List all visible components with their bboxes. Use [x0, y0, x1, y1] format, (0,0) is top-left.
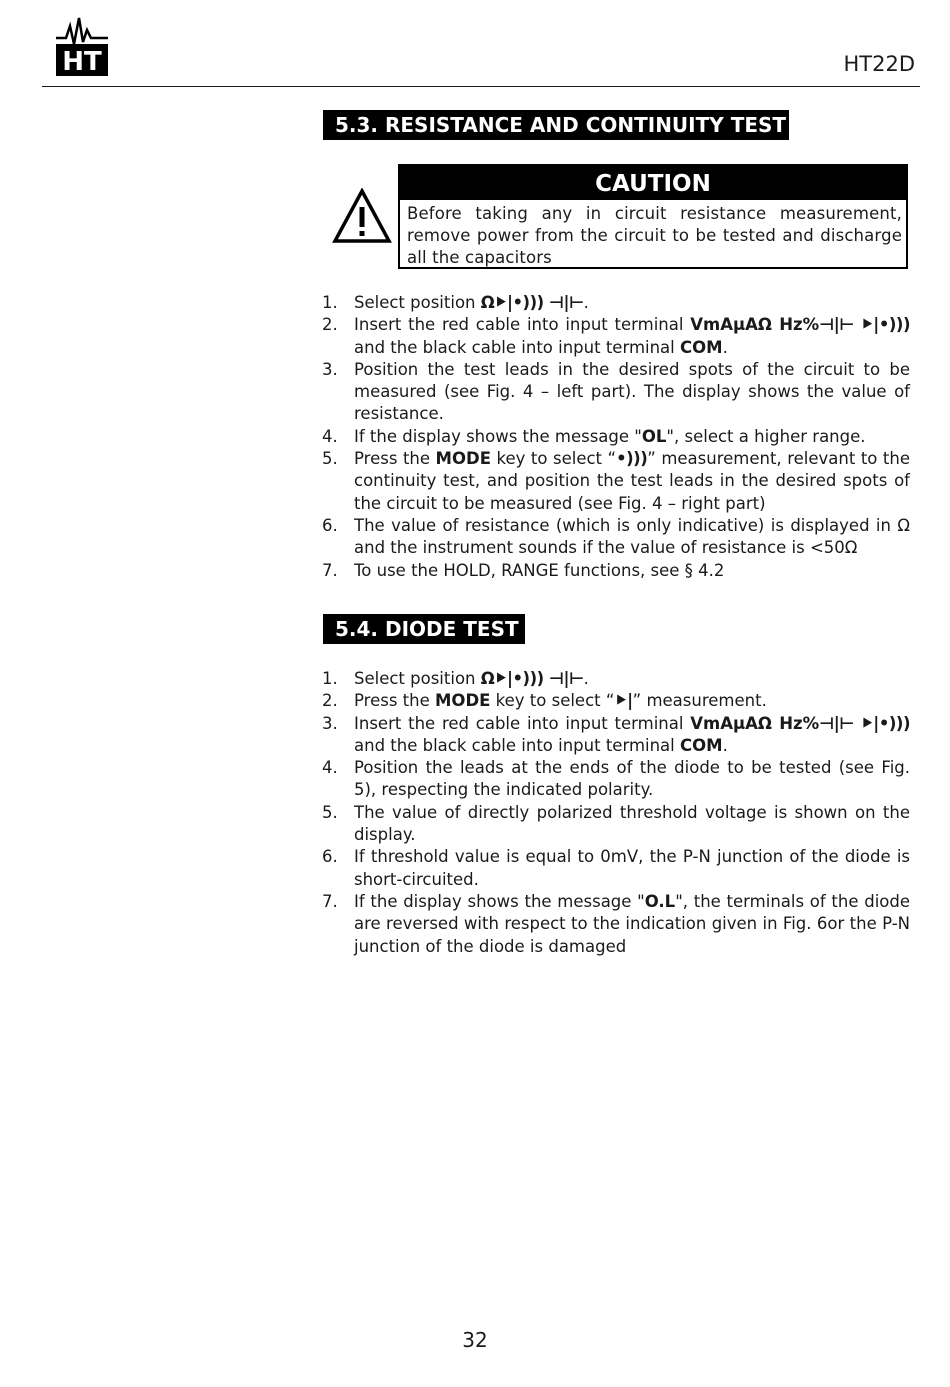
list-item: [320, 802, 910, 847]
step-text: Select position: [354, 293, 481, 312]
header-divider: [42, 86, 920, 87]
list-item: [320, 314, 910, 359]
function-symbol: ⊣|⊢ ⯈|•))): [819, 713, 911, 733]
caution-text: Before taking any in circuit resistance measurement, remove power from the circuit to be tested and discharge all the capacitors: [407, 204, 902, 267]
step-text: Position the leads at the ends of the diode to be tested (see Fig. 5), respecting the indicated polarity.: [354, 758, 910, 800]
terminal-label: VmAμAΩ Hz%: [690, 315, 820, 335]
step-text: To use the HOLD, RANGE functions, see § 4.2: [354, 560, 725, 580]
step-text: .: [583, 293, 589, 312]
list-item: [320, 515, 910, 560]
step-number: 3.: [322, 359, 338, 379]
step-text: and the black cable into input terminal: [354, 337, 680, 357]
step-text: and the black cable into input terminal: [354, 735, 680, 755]
list-item: [320, 448, 910, 515]
list-item: [320, 426, 910, 448]
terminal-label: COM: [680, 735, 723, 755]
step-text: If the display shows the message ": [354, 426, 642, 446]
list-item: [320, 560, 910, 582]
message-label: O.L: [644, 891, 676, 911]
step-text: key to select “: [490, 449, 617, 469]
step-number: 5.: [322, 449, 338, 469]
step-text: Press the: [354, 449, 436, 469]
step-text: ", select a higher range.: [666, 426, 866, 446]
step-text: ” measurement, relevant to the continuity test, and position the test leads in the desired spots of the circuit to be measured (see Fig. 4 – right part): [354, 449, 910, 513]
section-heading-resistance: 5.3. RESISTANCE AND CONTINUITY TEST: [323, 110, 789, 140]
list-item: [320, 846, 910, 891]
list-item: [320, 757, 910, 802]
list-item: [320, 359, 910, 426]
diode-steps: [320, 668, 910, 958]
step-text: key to select “: [490, 691, 615, 711]
resistance-steps: [320, 292, 910, 582]
step-number: 7.: [322, 891, 338, 911]
page-number: 32: [462, 1328, 488, 1352]
key-label: MODE: [435, 449, 491, 469]
step-number: 6.: [322, 515, 338, 535]
caution-title: CAUTION: [400, 166, 906, 200]
list-item: [320, 713, 910, 758]
step-number: 5.: [322, 802, 338, 822]
logo-text: HT: [62, 47, 102, 77]
list-item: [320, 292, 910, 314]
key-label: MODE: [435, 691, 491, 711]
step-text: Select position: [354, 669, 481, 688]
step-text: Insert the red cable into input terminal: [354, 315, 691, 335]
step-text: The value of resistance (which is only indicative) is displayed in Ω and the instrument sounds if the value of resistance is <50Ω: [354, 515, 910, 558]
terminal-label: COM: [680, 337, 723, 357]
section-heading-diode: 5.4. DIODE TEST: [323, 614, 525, 644]
list-item: [320, 668, 910, 690]
step-number: 6.: [322, 847, 338, 867]
step-text: If threshold value is equal to 0mV, the P-N junction of the diode is short-circuited.: [354, 847, 910, 889]
step-number: 1.: [322, 293, 338, 312]
diode-symbol: ⯈|: [614, 691, 633, 711]
terminal-label: VmAμAΩ Hz%: [690, 713, 820, 733]
caution-box: [398, 164, 908, 269]
function-symbol: Ω⯈|•))) ⊣|⊢: [480, 669, 584, 688]
step-text: If the display shows the message ": [354, 891, 645, 911]
step-number: 2.: [322, 315, 338, 335]
step-text: ” measurement.: [632, 691, 767, 711]
step-number: 4.: [322, 758, 338, 778]
function-symbol: ⊣|⊢ ⯈|•))): [819, 315, 911, 335]
step-number: 1.: [322, 669, 338, 688]
step-text: The value of directly polarized threshold voltage is shown on the display.: [354, 802, 910, 845]
continuity-symbol: •))): [616, 449, 648, 469]
message-label: OL: [641, 426, 667, 446]
function-symbol: Ω⯈|•))) ⊣|⊢: [480, 293, 584, 312]
model-name: HT22D: [843, 52, 915, 76]
step-text: Insert the red cable into input terminal: [354, 713, 691, 733]
list-item: [320, 690, 910, 712]
warning-triangle-icon: [332, 188, 392, 244]
step-text: ", the terminals of the diode are reversed with respect to the indication given in Fig. 6or the P-N junction of the diode is damaged: [354, 891, 911, 956]
step-text: .: [722, 337, 728, 357]
ht-logo: [52, 8, 112, 78]
step-number: 7.: [322, 560, 338, 580]
step-number: 2.: [322, 691, 338, 711]
step-text: .: [583, 669, 589, 688]
step-number: 4.: [322, 426, 338, 446]
step-text: Press the: [354, 691, 435, 711]
step-number: 3.: [322, 713, 338, 733]
step-text: .: [722, 735, 728, 755]
list-item: [320, 891, 910, 958]
step-text: Position the test leads in the desired spots of the circuit to be measured (see Fig. 4 – left part). The display shows the value of resistance.: [354, 359, 910, 424]
